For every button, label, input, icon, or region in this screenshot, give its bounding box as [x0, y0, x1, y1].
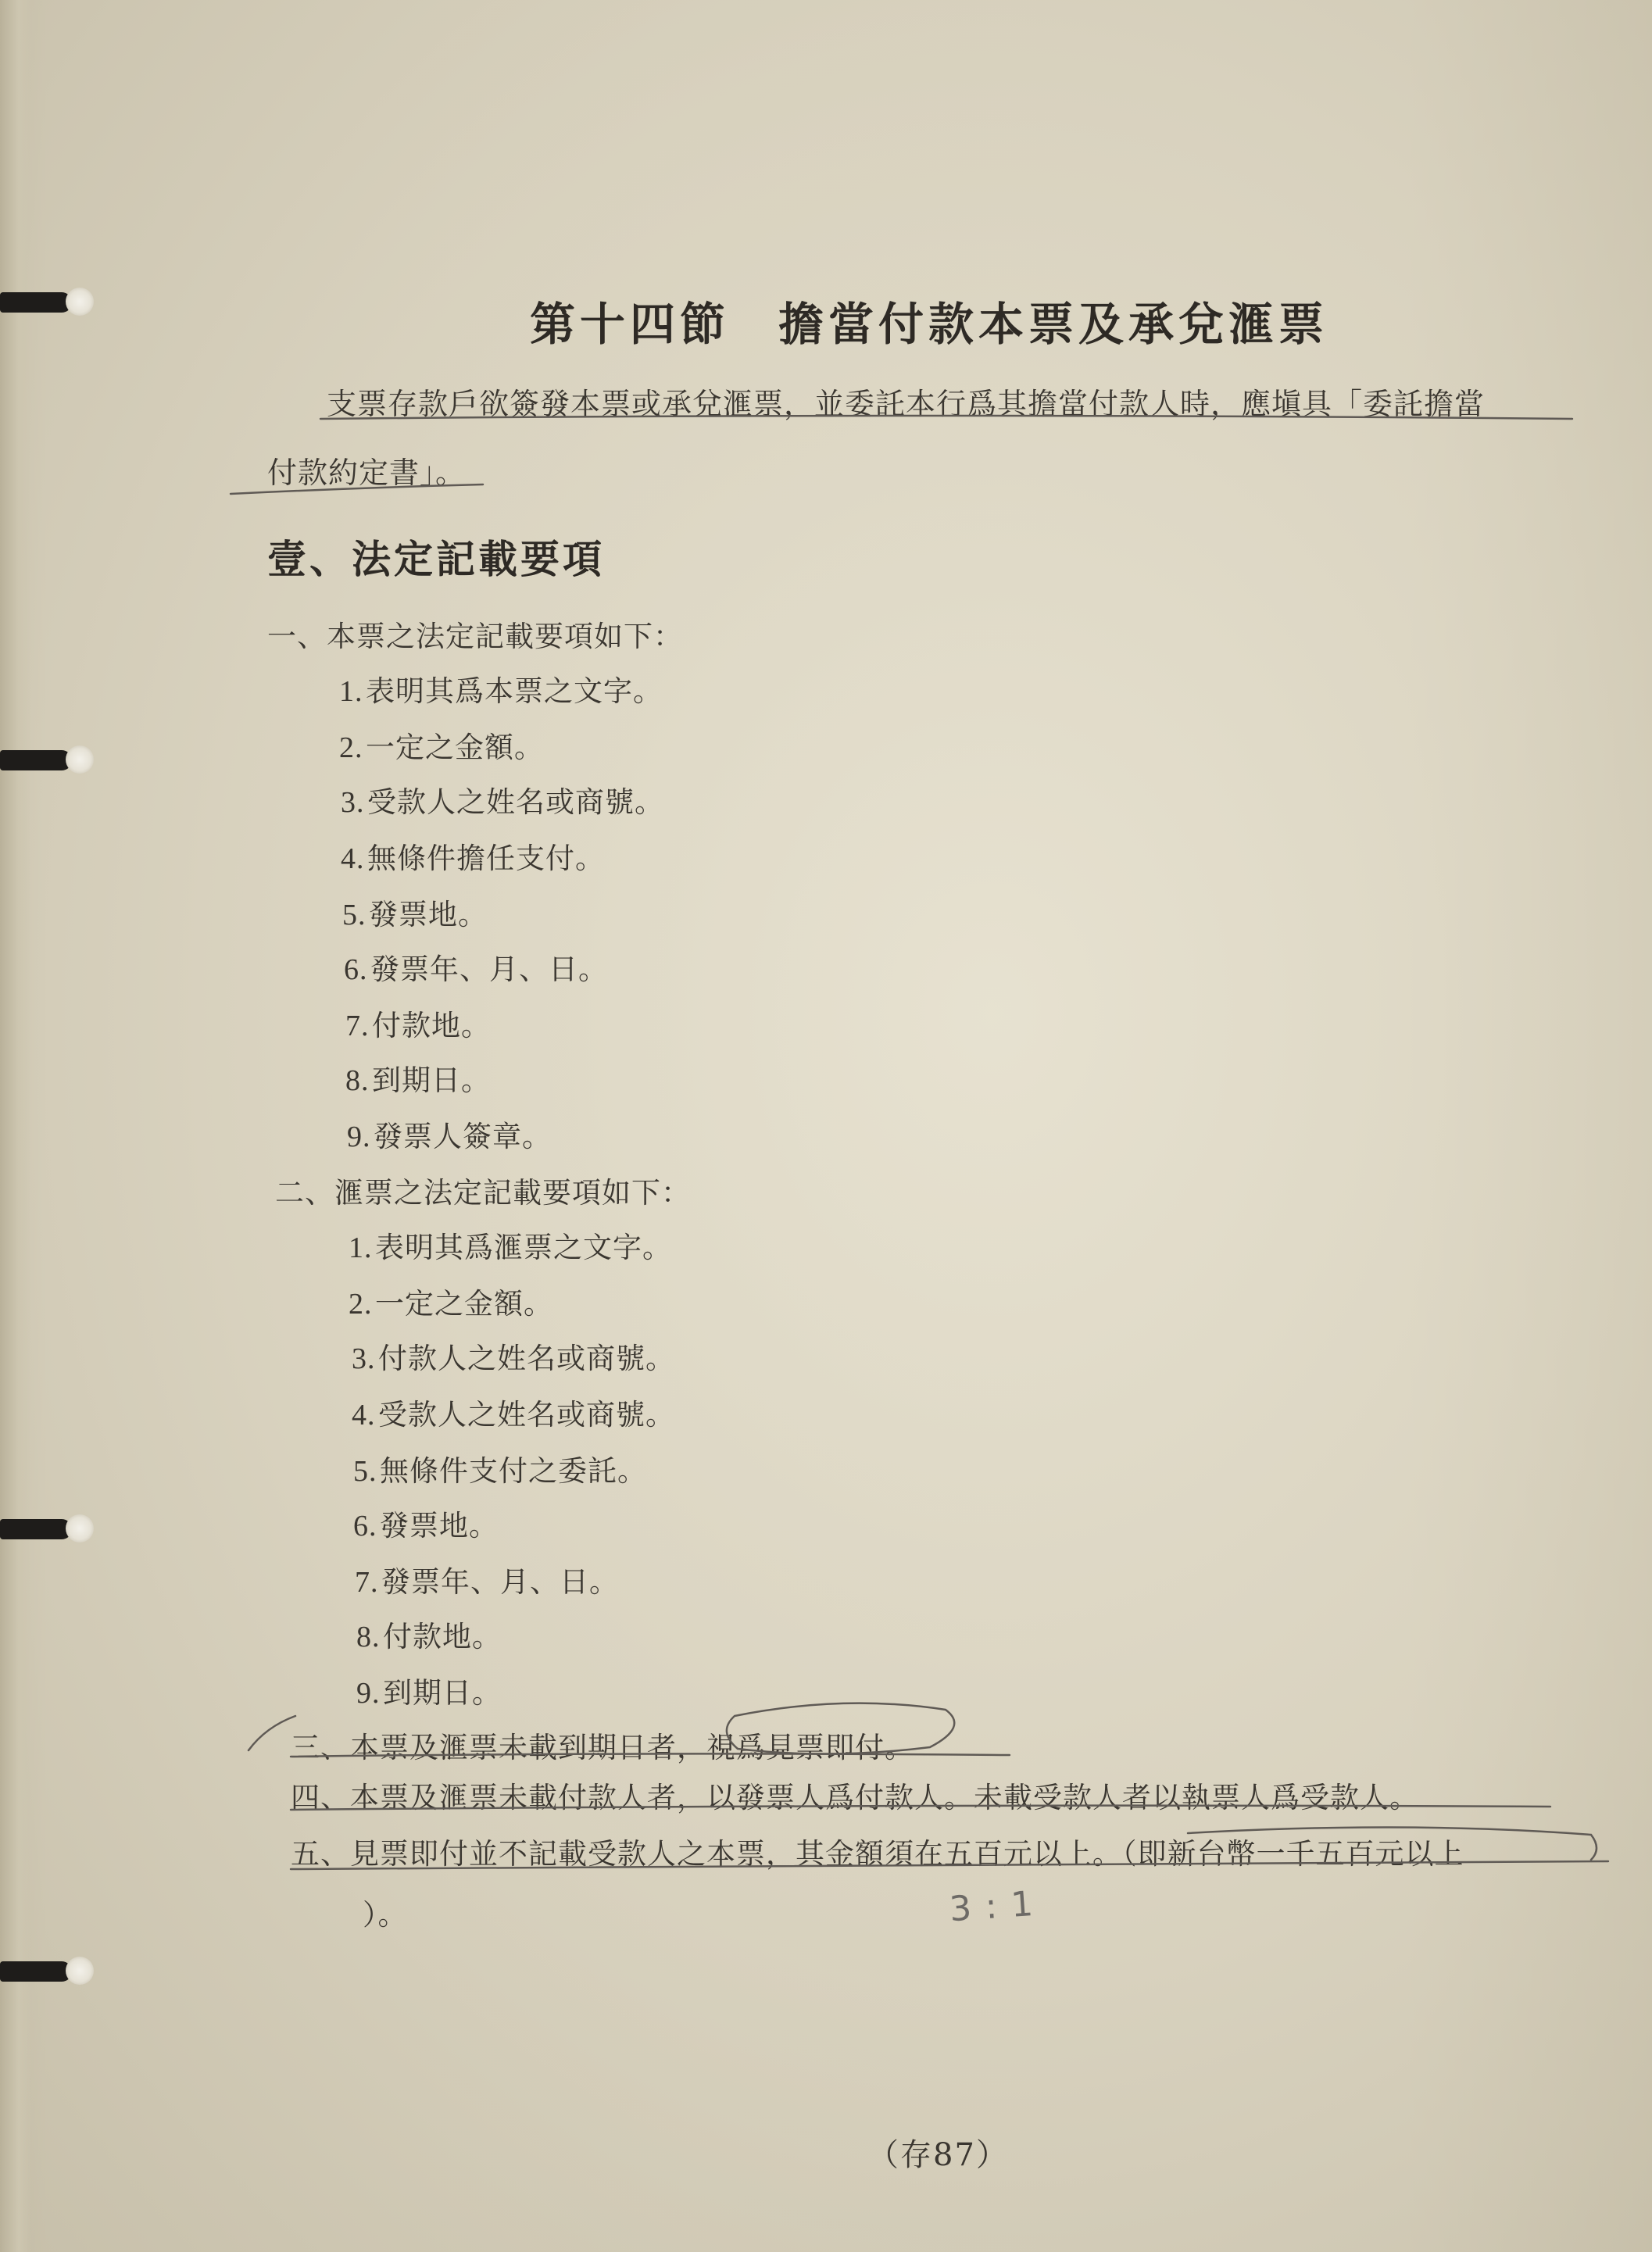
- part1-item: 3.受款人之姓名或商號。: [341, 785, 664, 819]
- binding-cord: [0, 1955, 88, 1986]
- part2-item: 9.到期日。: [356, 1676, 502, 1710]
- page-title: [530, 288, 1328, 353]
- part1-item: 8.到期日。: [345, 1063, 491, 1097]
- part1-item: 7.付款地。: [345, 1009, 491, 1042]
- binding-cord: [0, 744, 88, 775]
- intro-line-2: 付款約定書」。: [267, 456, 467, 490]
- part2-item: 7.發票年、月、日。: [355, 1565, 619, 1599]
- part2-heading: 二、滙票之法定記載要項如下：: [275, 1176, 691, 1210]
- binding-edge: [0, 0, 31, 2252]
- part1-item: 6.發票年、月、日。: [344, 953, 608, 986]
- clause-3: 三、本票及滙票未載到期日者，視爲見票即付。: [291, 1731, 914, 1764]
- binding-cord: [0, 286, 88, 317]
- part2-item: 6.發票地。: [353, 1509, 499, 1542]
- part2-item: 8.付款地。: [356, 1620, 502, 1653]
- intro-line-1: 支票存款戶欲簽發本票或承兌滙票，並委託本行爲其擔當付款人時，應塡具「委託擔當: [327, 387, 1486, 421]
- part1-item: 9.發票人簽章。: [347, 1120, 552, 1153]
- handwritten-note: 3:1: [948, 1882, 1049, 1930]
- section-heading: 壹、法定記載要項: [267, 536, 605, 582]
- part1-item: 4.無條件擔任支付。: [341, 842, 605, 875]
- part2-item: 5.無條件支付之委託。: [353, 1454, 647, 1488]
- part2-item: 4.受款人之姓名或商號。: [352, 1398, 675, 1432]
- part1-item: 5.發票地。: [342, 898, 488, 931]
- part1-heading: 一、本票之法定記載要項如下：: [267, 620, 683, 653]
- page-number: （存87）: [867, 2137, 1009, 2173]
- part2-item: 3.付款人之姓名或商號。: [352, 1342, 675, 1375]
- part2-item: 1.表明其爲滙票之文字。: [349, 1231, 672, 1264]
- clause-4: 四、本票及滙票未載付款人者，以發票人爲付款人。未載受款人者以執票人爲受款人。: [291, 1781, 1419, 1814]
- part1-item: 1.表明其爲本票之文字。: [339, 674, 663, 708]
- part2-item: 2.一定之金額。: [349, 1287, 553, 1321]
- title-subject: 擔當付款本票及承兌滙票: [778, 298, 1329, 351]
- clause-5-line-2: ）。: [363, 1898, 408, 1932]
- part1-item: 2.一定之金額。: [339, 731, 544, 764]
- clause-5-line-1: 五、見票即付並不記載受款人之本票，其金額須在五百元以上。（即新台幣一千五百元以上: [291, 1837, 1464, 1871]
- binding-cord: [0, 1513, 88, 1544]
- title-section-number: 第十四節: [530, 298, 731, 351]
